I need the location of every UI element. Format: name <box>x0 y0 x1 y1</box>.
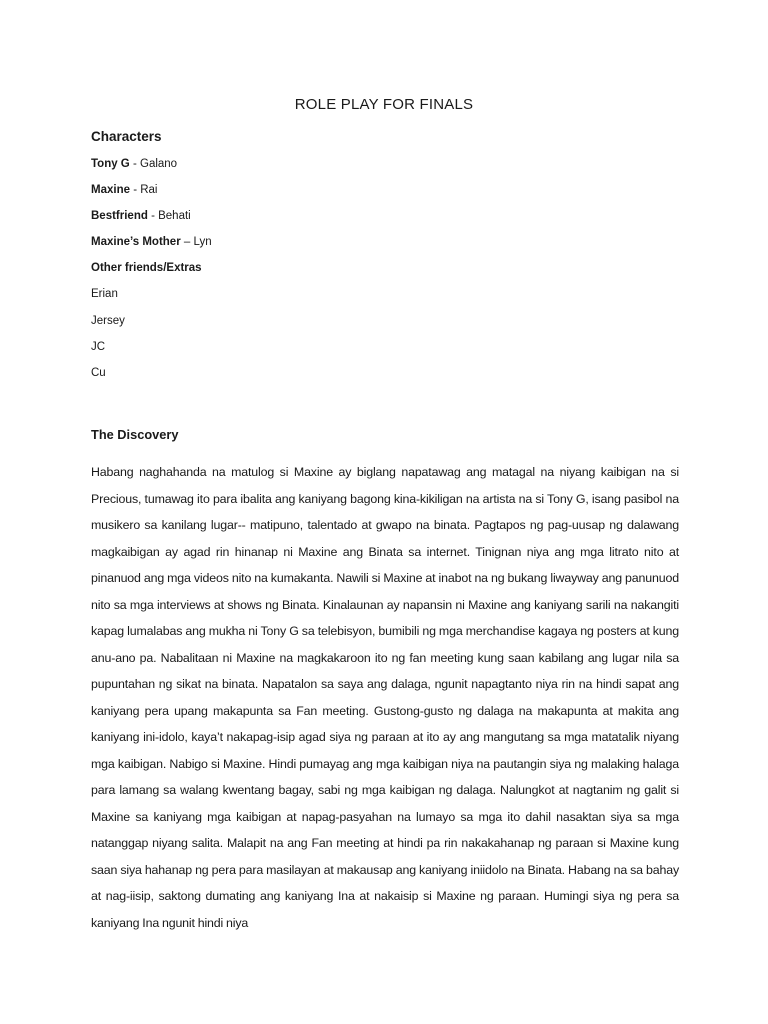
character-separator: - <box>147 210 159 222</box>
character-separator: – <box>180 236 194 248</box>
character-line <box>91 183 158 197</box>
characters-heading: Characters <box>91 129 162 144</box>
extra-name: Erian <box>91 288 118 300</box>
body-paragraph: Habang naghahanda na matulog si Maxine ay biglang napatawag ang matagal na niyang kaibigan na si Precious, tumawag ito para ibalita ang kaniyang bagong kina-kikiligan na artista na si Tony G, isang pasibol na musikero sa kanilang lugar-- matipuno, talentado at gwapo na binata. Pagtapos ng pag-uusap ng dalawang magkaibigan ay agad rin hinanap ni Maxine ang Binata sa internet. Tinignan niya ang mga litrato nito at pinanuod ang mga videos nito na kumakanta. Nawili si Maxine at inabot na ng bukang liwayway ang panunuod nito sa mga interviews at shows ng Binata. Kinalaunan ay napansin ni Maxine ang kaniyang sarili na nakangiti kapag lumalabas ang mukha ni Tony G sa telebisyon, bumibili ng mga merchandise kagaya ng posters at kung anu-ano pa. Nabalitaan ni Maxine na magkakaroon ito ng fan meeting kung saan kabilang ang lugar nila sa pupuntahan ng sikat na binata. Napatalon sa saya ang dalaga, ngunit napagtanto niya rin na hindi sapat ang kaniyang pera upang makapunta sa Fan meeting. Gustong-gusto ng dalaga na makapunta at makita ang kaniyang ini-idolo, kaya’t nakapag-isip agad siya ng paraan at ito ay ang mangutang sa mga matatalik niyang mga kaibigan. Nabigo si Maxine. Hindi pumayag ang mga kaibigan niya na pautangin siya ng malaking halaga para lamang sa walang kwentang bagay, sabi ng mga kaibigan ng dalaga. Nalungkot at nagtanim ng galit si Maxine sa kaniyang mga kaibigan at napag-pasyahan na lumayo sa mga ito dahil nasaktan siya sa mga natanggap niyang salita. Malapit na ang Fan meeting at hindi pa rin nakakahanap ng paraan si Maxine kung saan siya hahanap ng pera para masilayan at makausap ang kaniyang iniidolo na Binata. Habang na sa bahay at nag-iisip, saktong dumating ang kaniyang Ina at nakaisip si Maxine ng paraan. Humingi siya ng pera sa kaniyang Ina ngunit hindi niya <box>91 465 679 930</box>
document-title: ROLE PLAY FOR FINALS <box>294 96 474 113</box>
character-actor: Behati <box>158 210 191 222</box>
character-actor: Galano <box>140 158 178 170</box>
character-line <box>91 209 191 223</box>
extra-name: Cu <box>91 367 106 379</box>
character-line <box>91 157 177 171</box>
section-heading: The Discovery <box>91 427 179 442</box>
character-role: Bestfriend <box>91 210 148 222</box>
extra-name: Jersey <box>91 315 125 327</box>
extra-name: JC <box>91 341 106 353</box>
character-role: Maxine’s Mother <box>91 236 181 248</box>
section-body <box>91 459 679 936</box>
character-actor: Lyn <box>193 236 212 248</box>
character-role: Tony G <box>91 158 130 170</box>
character-separator: - <box>130 184 141 196</box>
character-separator: - <box>129 158 140 170</box>
character-line <box>91 261 202 275</box>
character-line <box>91 235 212 249</box>
character-role: Other friends/Extras <box>91 262 202 274</box>
character-actor: Rai <box>140 184 158 196</box>
character-role: Maxine <box>91 184 130 196</box>
